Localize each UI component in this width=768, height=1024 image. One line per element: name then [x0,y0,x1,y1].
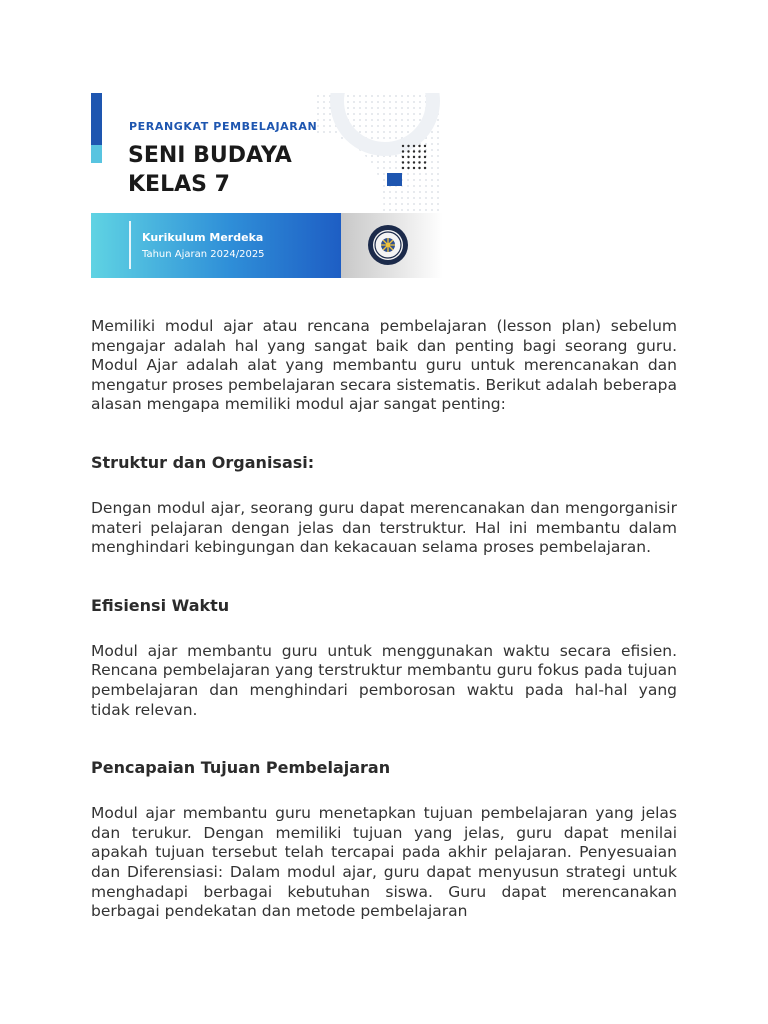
section-body-efisiensi: Modul ajar membantu guru untuk menggunakan waktu secara efisien. Rencana pembelajaran yang terstruktur membantu guru fokus pada tujuan pembelajaran dan menghindari pemborosan waktu pada hal-hal yang tidak relevan. [91,641,677,719]
section-heading-efisiensi: Efisiensi Waktu [91,595,230,615]
decorative-square [387,173,402,186]
strip-divider [129,221,131,269]
accent-bar [91,93,102,163]
school-year-label: Tahun Ajaran 2024/2025 [142,249,265,260]
banner-title [128,141,292,199]
section-heading-struktur: Struktur dan Organisasi: [91,452,315,472]
dot-grid-icon [401,144,429,172]
section-body-struktur: Dengan modul ajar, seorang guru dapat merencanakan dan mengorganisir materi pelajaran dengan jelas dan terstruktur. Hal ini membantu dalam menghindari kebingungan dan kekacauan selama proses pembelajaran. [91,498,677,557]
cover-banner [91,93,443,279]
curriculum-label: Kurikulum Merdeka [142,231,264,244]
intro-paragraph: Memiliki modul ajar atau rencana pembelajaran (lesson plan) sebelum mengajar adalah hal yang sangat baik dan penting bagi seorang guru. Modul Ajar adalah alat yang membantu guru untuk merencanakan dan mengatur proses pembelajaran secara sistematis. Berikut adalah beberapa alasan mengapa memiliki modul ajar sangat penting: [91,317,677,414]
ministry-emblem-icon [367,224,409,266]
document-page [91,93,677,922]
section-body-pencapaian: Modul ajar membantu guru menetapkan tujuan pembelajaran yang jelas dan terukur. Dengan memiliki tujuan yang jelas, guru dapat menilai apakah tujuan tersebut telah tercapai pada akhir pelajaran. Penyesuaian dan Diferensiasi: Dalam modul ajar, guru dapat menyusun strategi untuk menghadapi berbagai kebutuhan siswa. Guru dapat merencanakan berbagai pendekatan dan metode pembelajaran [91,804,677,921]
banner-title-line-2: KELAS 7 [128,172,230,197]
banner-subtitle: PERANGKAT PEMBELAJARAN [129,120,318,133]
section-heading-pencapaian: Pencapaian Tujuan Pembelajaran [91,758,391,778]
banner-title-line-1: SENI BUDAYA [128,143,292,168]
